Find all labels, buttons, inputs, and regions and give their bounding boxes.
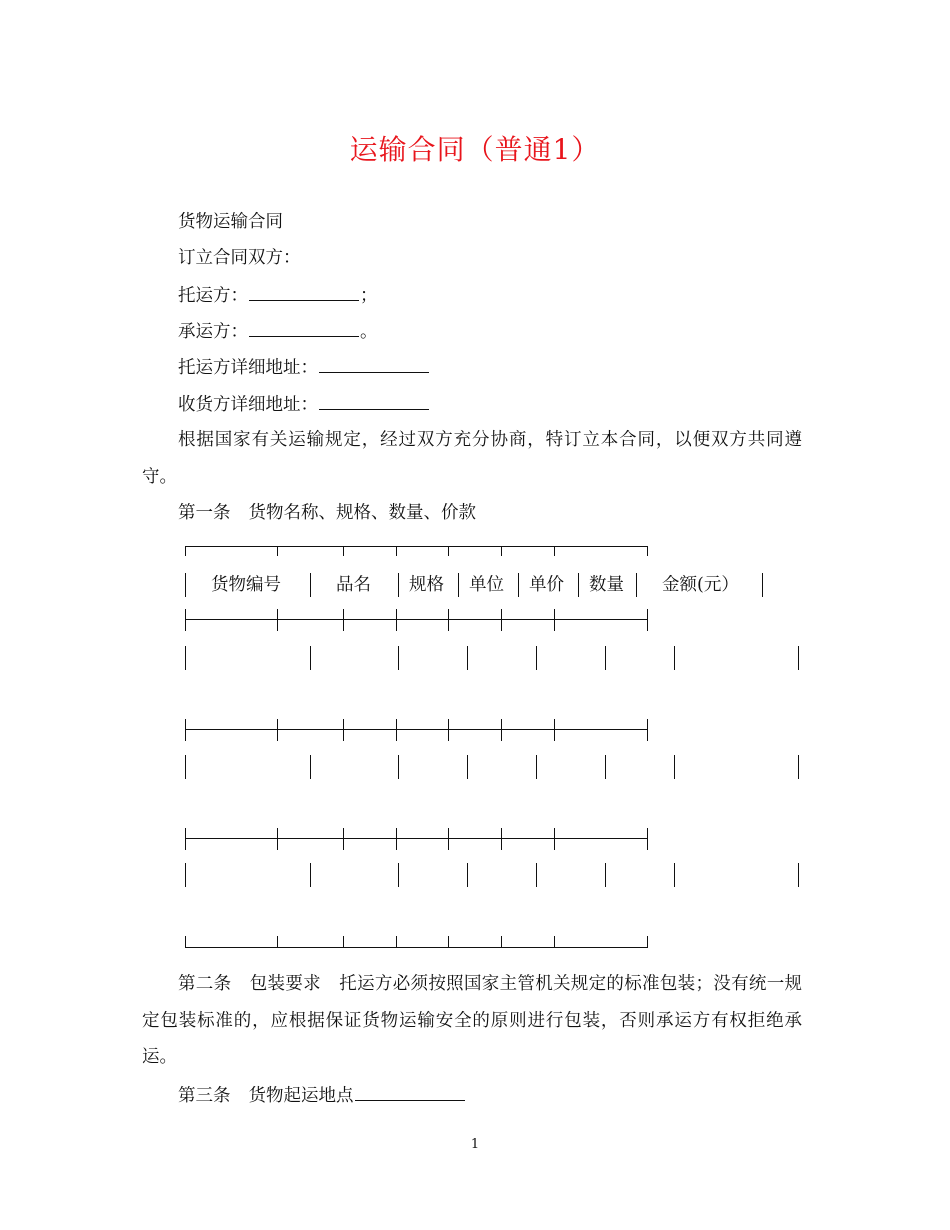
- carrier-end: 。: [360, 322, 378, 342]
- table-top-rule: [185, 546, 648, 547]
- row-bar: [310, 863, 311, 887]
- parties-heading: 订立合同双方：: [178, 248, 301, 268]
- header-cell: 金额(元）: [662, 575, 739, 595]
- header-bar: [518, 573, 519, 597]
- bottom-tick: [185, 936, 186, 948]
- sep-tick: [396, 719, 397, 741]
- sep-tick: [185, 828, 186, 850]
- shipper-address-blank: [319, 355, 429, 373]
- table-top-tick: [396, 546, 397, 556]
- sep-tick: [647, 719, 648, 741]
- row-bar: [605, 646, 606, 670]
- header-cell: 品名: [336, 575, 371, 595]
- sep-tick: [277, 719, 278, 741]
- article2-title: 第二条: [178, 974, 232, 994]
- row-bar: [467, 863, 468, 887]
- sep-tick: [343, 609, 344, 631]
- sep-tick: [647, 609, 648, 631]
- shipper-address-line: [178, 355, 430, 380]
- article2-paragraph: [142, 966, 802, 1076]
- row-bar: [398, 863, 399, 887]
- shipper-end: ；: [360, 286, 378, 306]
- row-bar: [310, 755, 311, 779]
- table-bottom-rule: [185, 947, 648, 948]
- consignee-address-line: [178, 392, 430, 417]
- sep-tick: [554, 828, 555, 850]
- header-cell: 货物编号: [211, 575, 281, 595]
- row-bar: [467, 646, 468, 670]
- bottom-tick: [343, 936, 344, 948]
- row-bar: [185, 646, 186, 670]
- sep-tick: [396, 609, 397, 631]
- row-bar: [798, 863, 799, 887]
- row-bar: [310, 646, 311, 670]
- row-bar: [674, 755, 675, 779]
- table-separator: [185, 838, 648, 839]
- article3-blank: [355, 1083, 465, 1101]
- header-cell: 单价: [529, 575, 564, 595]
- sep-tick: [501, 609, 502, 631]
- row-bar: [185, 863, 186, 887]
- header-bar: [636, 573, 637, 597]
- article3-line: [178, 1083, 466, 1108]
- page-number: 1: [470, 1137, 480, 1152]
- article1-text: 货物名称、规格、数量、价款: [248, 503, 476, 523]
- consignee-address-blank: [319, 392, 429, 410]
- row-bar: [398, 755, 399, 779]
- article1-line: [178, 501, 476, 525]
- row-bar: [798, 646, 799, 670]
- sep-tick: [501, 719, 502, 741]
- contract-subtitle: 货物运输合同: [178, 212, 283, 232]
- shipper-line: [178, 283, 378, 308]
- shipper-label: 托运方：: [178, 286, 248, 306]
- sep-tick: [554, 719, 555, 741]
- table-separator: [185, 619, 648, 620]
- carrier-label: 承运方：: [178, 322, 248, 342]
- table-top-tick: [185, 546, 186, 556]
- bottom-tick: [396, 936, 397, 948]
- sep-tick: [396, 828, 397, 850]
- header-bar: [185, 573, 186, 597]
- sep-tick: [448, 609, 449, 631]
- bottom-tick: [501, 936, 502, 948]
- row-bar: [536, 755, 537, 779]
- table-top-tick: [501, 546, 502, 556]
- row-bar: [674, 646, 675, 670]
- article1-title: 第一条: [178, 503, 231, 523]
- article3-title: 第三条: [178, 1086, 231, 1106]
- sep-tick: [343, 719, 344, 741]
- sep-tick: [185, 719, 186, 741]
- consignee-address-label: 收货方详细地址：: [178, 395, 318, 415]
- row-bar: [398, 646, 399, 670]
- table-top-tick: [448, 546, 449, 556]
- row-bar: [605, 755, 606, 779]
- table-separator: [185, 729, 648, 730]
- intro-paragraph: 根据国家有关运输规定，经过双方充分协商，特订立本合同，以便双方共同遵守。: [142, 430, 802, 487]
- header-bar: [578, 573, 579, 597]
- article2-text: 托运方必须按照国家主管机关规定的标准包装；没有统一规定包装标准的，应根据保证货物运输安全的原则进行包装，否则承运方有权拒绝承运。: [142, 974, 803, 1067]
- page-title: 运输合同（普通1）: [349, 133, 601, 166]
- row-bar: [674, 863, 675, 887]
- table-top-tick: [343, 546, 344, 556]
- sep-tick: [647, 828, 648, 850]
- sep-tick: [343, 828, 344, 850]
- bottom-tick: [554, 936, 555, 948]
- row-bar: [605, 863, 606, 887]
- sep-tick: [554, 609, 555, 631]
- sep-tick: [277, 609, 278, 631]
- table-top-tick: [647, 546, 648, 556]
- header-bar: [310, 573, 311, 597]
- shipper-blank: [249, 283, 359, 301]
- row-bar: [467, 755, 468, 779]
- row-bar: [798, 755, 799, 779]
- header-cell: 数量: [589, 575, 624, 595]
- header-cell: 规格: [409, 575, 444, 595]
- row-bar: [536, 646, 537, 670]
- sep-tick: [448, 828, 449, 850]
- bottom-tick: [647, 936, 648, 948]
- shipper-address-label: 托运方详细地址：: [178, 358, 318, 378]
- table-top-tick: [277, 546, 278, 556]
- sep-tick: [448, 719, 449, 741]
- article2-head: 包装要求: [249, 974, 321, 994]
- header-bar: [762, 573, 763, 597]
- table-top-tick: [554, 546, 555, 556]
- bottom-tick: [277, 936, 278, 948]
- header-bar: [398, 573, 399, 597]
- sep-tick: [501, 828, 502, 850]
- header-cell: 单位: [469, 575, 504, 595]
- article3-text: 货物起运地点: [248, 1086, 354, 1106]
- carrier-blank: [249, 319, 359, 337]
- row-bar: [536, 863, 537, 887]
- sep-tick: [277, 828, 278, 850]
- carrier-line: [178, 319, 378, 344]
- sep-tick: [185, 609, 186, 631]
- row-bar: [185, 755, 186, 779]
- header-bar: [458, 573, 459, 597]
- bottom-tick: [448, 936, 449, 948]
